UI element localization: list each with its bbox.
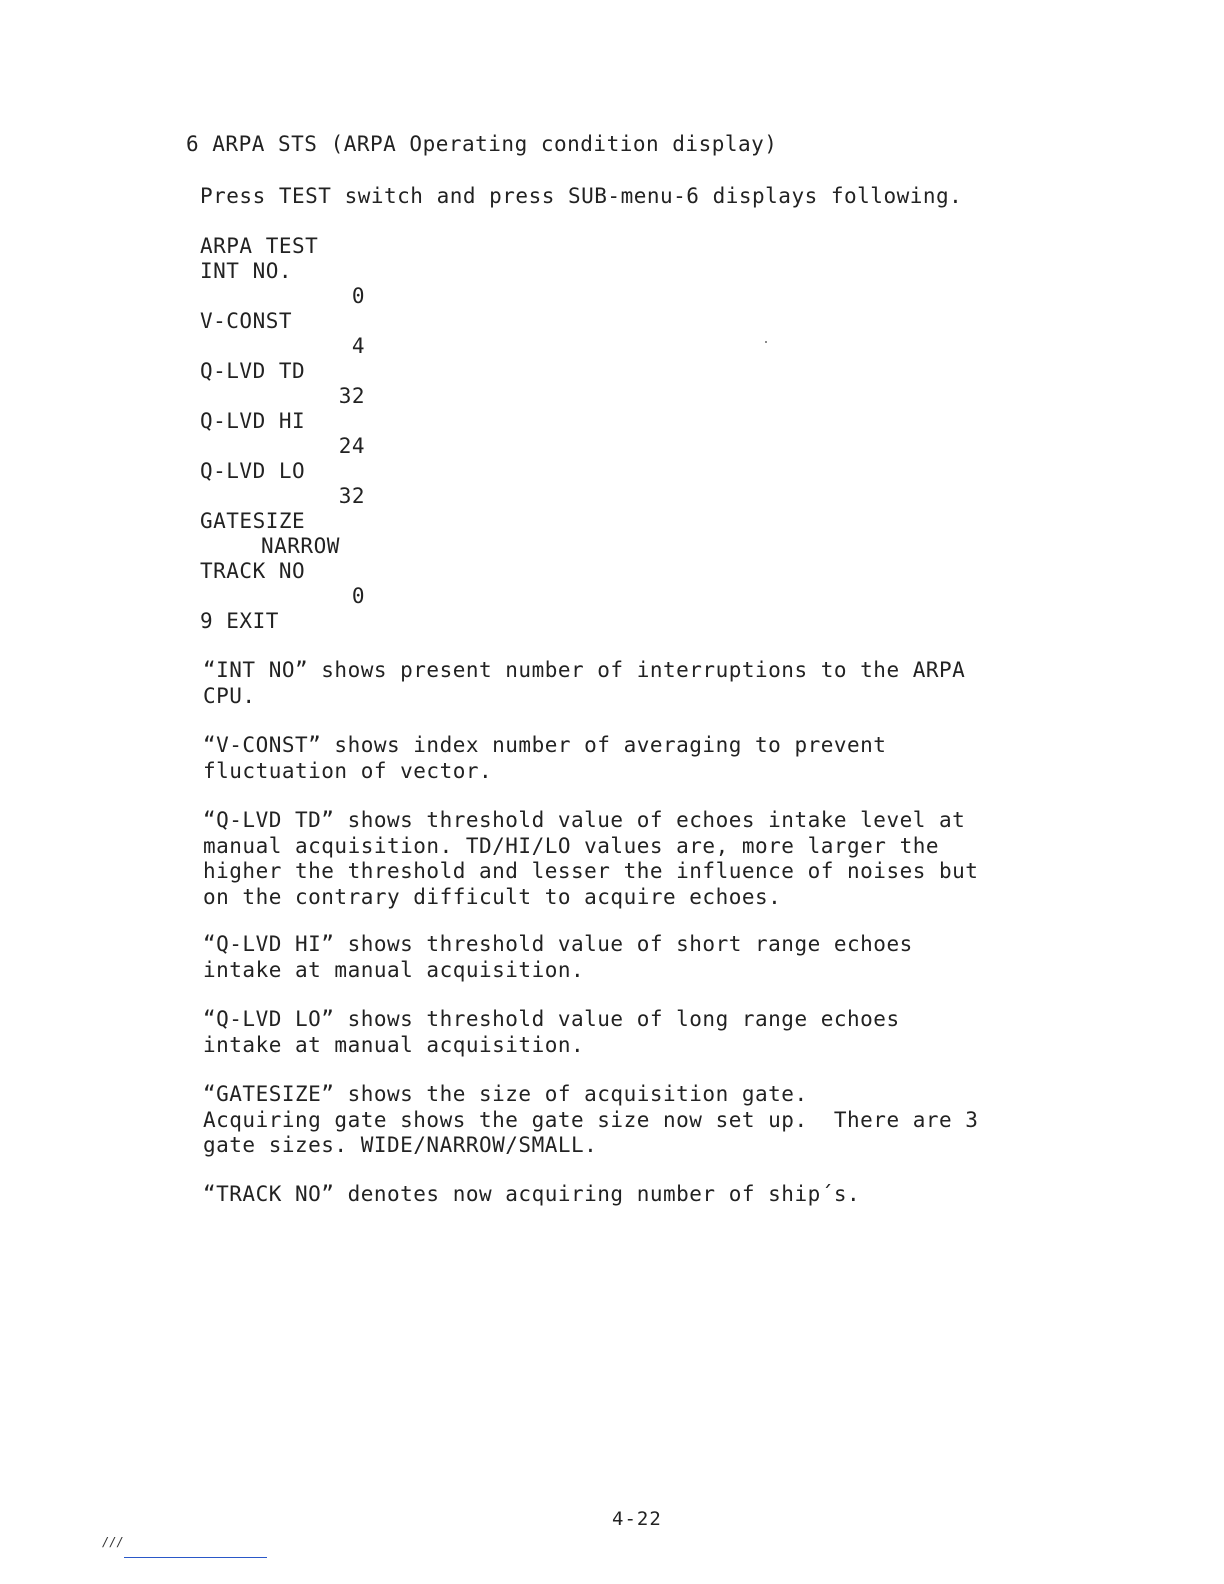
description-line: “GATESIZE” shows the size of acquisition gate. [203, 1082, 808, 1106]
description-line: intake at manual acquisition. [203, 1032, 585, 1057]
track-no-description [203, 1182, 1103, 1208]
v-const-label: V-CONST [200, 309, 293, 333]
intro-text: Press TEST switch and press SUB-menu-6 displays following. [200, 184, 963, 208]
description-line: intake at manual acquisition. [203, 957, 585, 982]
description-line: “INT NO” shows present number of interruptions to the ARPA [203, 658, 966, 682]
description-line: Acquiring gate shows the gate size now set up. There are 3 [203, 1107, 979, 1132]
description-line: CPU. [203, 683, 256, 708]
description-line: “TRACK NO” denotes now acquiring number of ship´s. [203, 1182, 861, 1206]
gatesize-value: NARROW [261, 534, 340, 558]
exit-label: 9 EXIT [200, 609, 279, 633]
gatesize-description [203, 1082, 1103, 1159]
int-no-value: 0 [351, 284, 365, 308]
q-lvd-hi-description [203, 932, 1103, 983]
int-no-label: INT NO. [200, 259, 293, 283]
scan-speck [765, 341, 767, 343]
q-lvd-lo-description [203, 1007, 1103, 1058]
description-line: manual acquisition. TD/HI/LO values are, more larger the [203, 833, 940, 858]
menu-title: ARPA TEST [200, 234, 319, 258]
q-lvd-td-value: 32 [338, 384, 365, 408]
track-no-label: TRACK NO [200, 559, 306, 583]
description-line: “Q-LVD TD” shows threshold value of echoes intake level at [203, 808, 966, 832]
q-lvd-lo-value: 32 [338, 484, 365, 508]
v-const-value: 4 [351, 334, 365, 358]
description-line: higher the threshold and lesser the influence of noises but [203, 859, 979, 883]
corner-mark: /// [102, 1535, 124, 1549]
description-line: “Q-LVD HI” shows threshold value of short range echoes [203, 932, 913, 956]
footer-rule [124, 1557, 267, 1558]
q-lvd-lo-label: Q-LVD LO [200, 459, 306, 483]
q-lvd-hi-value: 24 [338, 434, 365, 458]
v-const-description [203, 733, 1103, 784]
arpa-test-menu [200, 234, 365, 634]
int-no-description [203, 658, 1103, 709]
page-number: 4-22 [612, 1508, 662, 1530]
q-lvd-hi-label: Q-LVD HI [200, 409, 306, 433]
description-line: “Q-LVD LO” shows threshold value of long range echoes [203, 1007, 900, 1031]
description-line: “V-CONST” shows index number of averaging to prevent [203, 733, 887, 757]
track-no-value: 0 [351, 584, 365, 608]
description-line: gate sizes. WIDE/NARROW/SMALL. [203, 1133, 598, 1157]
description-line: fluctuation of vector. [203, 758, 493, 783]
gatesize-label: GATESIZE [200, 509, 306, 533]
section-heading: 6 ARPA STS (ARPA Operating condition display) [186, 132, 778, 156]
q-lvd-td-label: Q-LVD TD [200, 359, 306, 383]
q-lvd-td-description [203, 808, 1103, 910]
description-line: on the contrary difficult to acquire echoes. [203, 884, 782, 909]
